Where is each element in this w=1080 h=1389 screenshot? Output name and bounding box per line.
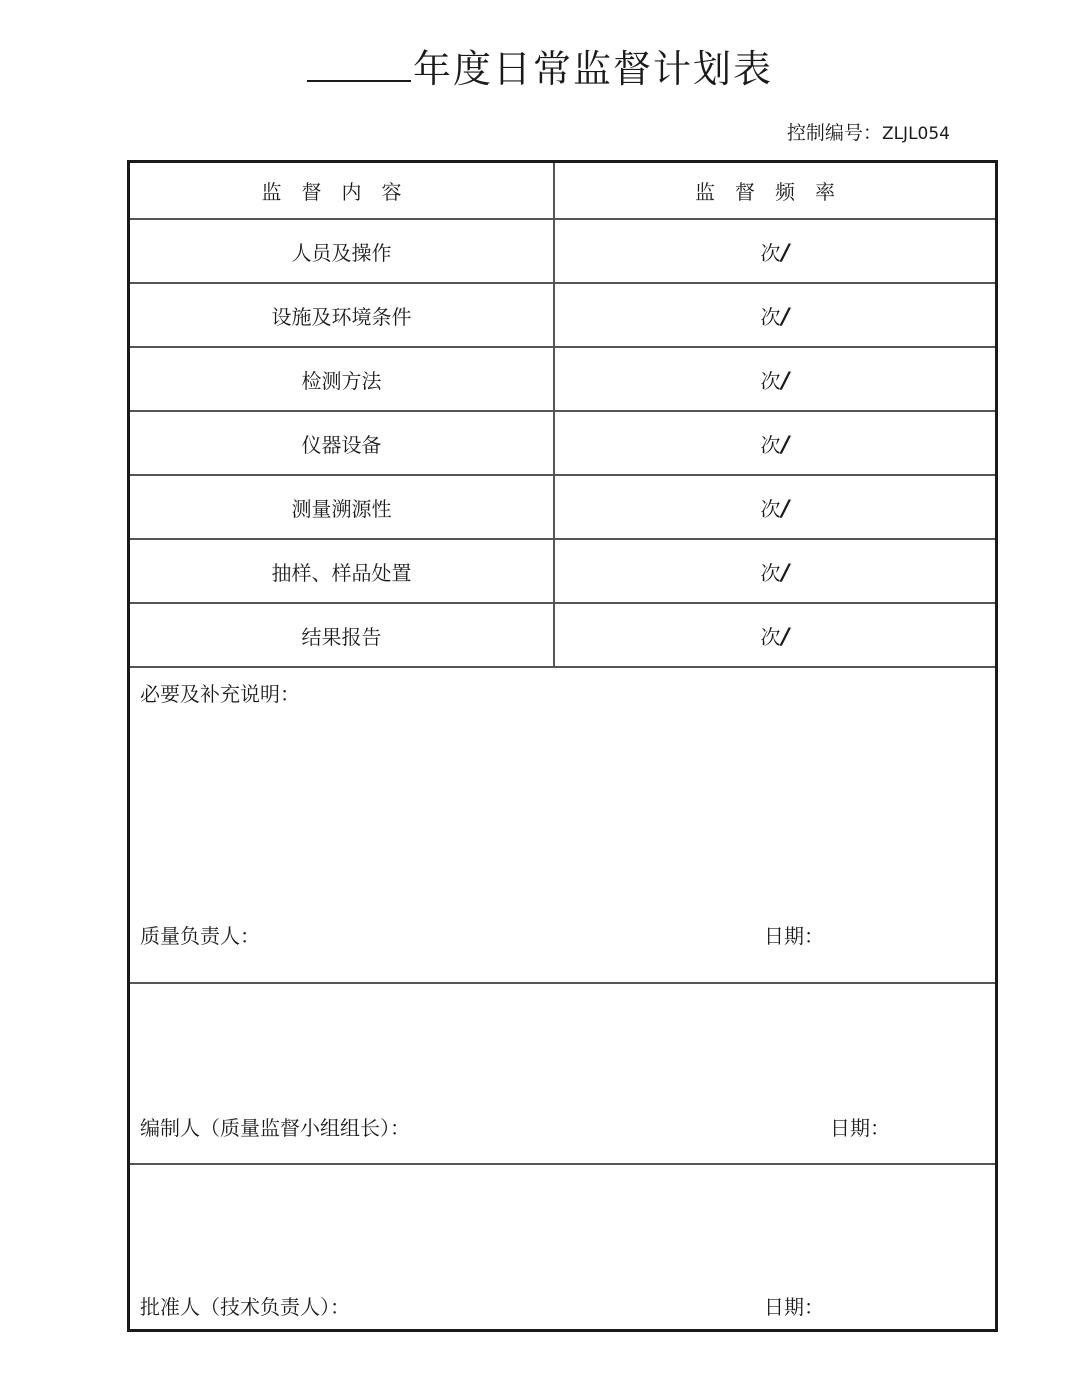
row-frequency[interactable]: 次/ (554, 347, 996, 411)
plan-table (127, 160, 998, 1332)
table-row (129, 347, 997, 411)
notes-date-label: 日期： (764, 924, 824, 948)
row-content: 仪器设备 (129, 411, 555, 475)
table-row (129, 283, 997, 347)
table-row (129, 411, 997, 475)
notes-cell[interactable] (129, 667, 997, 983)
header-content: 监督内容 (129, 162, 555, 220)
row-frequency[interactable]: 次/ (554, 411, 996, 475)
notes-label: 必要及补充说明： (140, 682, 300, 706)
page-title (0, 38, 1080, 93)
quality-manager-label: 质量负责人： (140, 924, 260, 948)
row-content: 测量溯源性 (129, 475, 555, 539)
row-content: 检测方法 (129, 347, 555, 411)
approver-row (129, 1164, 997, 1331)
year-blank (307, 44, 411, 82)
compiler-cell[interactable] (129, 983, 997, 1164)
header-frequency: 监督频率 (554, 162, 996, 220)
table-row (129, 603, 997, 667)
row-frequency[interactable]: 次/ (554, 475, 996, 539)
row-frequency[interactable]: 次/ (554, 539, 996, 603)
header-row (129, 162, 997, 220)
row-frequency[interactable]: 次/ (554, 219, 996, 283)
table-row (129, 539, 997, 603)
approver-date-label: 日期： (764, 1295, 824, 1319)
table-row (129, 219, 997, 283)
table-row (129, 475, 997, 539)
control-number-value: ZLJL054 (881, 124, 950, 144)
row-content: 抽样、样品处置 (129, 539, 555, 603)
row-frequency[interactable]: 次/ (554, 283, 996, 347)
control-number: 控制编号：ZLJL054 (786, 122, 950, 144)
row-content: 结果报告 (129, 603, 555, 667)
approver-label: 批准人（技术负责人）： (140, 1295, 350, 1319)
row-content: 人员及操作 (129, 219, 555, 283)
approver-cell[interactable] (129, 1164, 997, 1331)
row-content: 设施及环境条件 (129, 283, 555, 347)
compiler-row (129, 983, 997, 1164)
compiler-date-label: 日期： (830, 1116, 890, 1140)
title-text: 年度日常监督计划表 (412, 47, 773, 91)
compiler-label: 编制人（质量监督小组组长）： (140, 1116, 410, 1140)
notes-row (129, 667, 997, 983)
row-frequency[interactable]: 次/ (554, 603, 996, 667)
